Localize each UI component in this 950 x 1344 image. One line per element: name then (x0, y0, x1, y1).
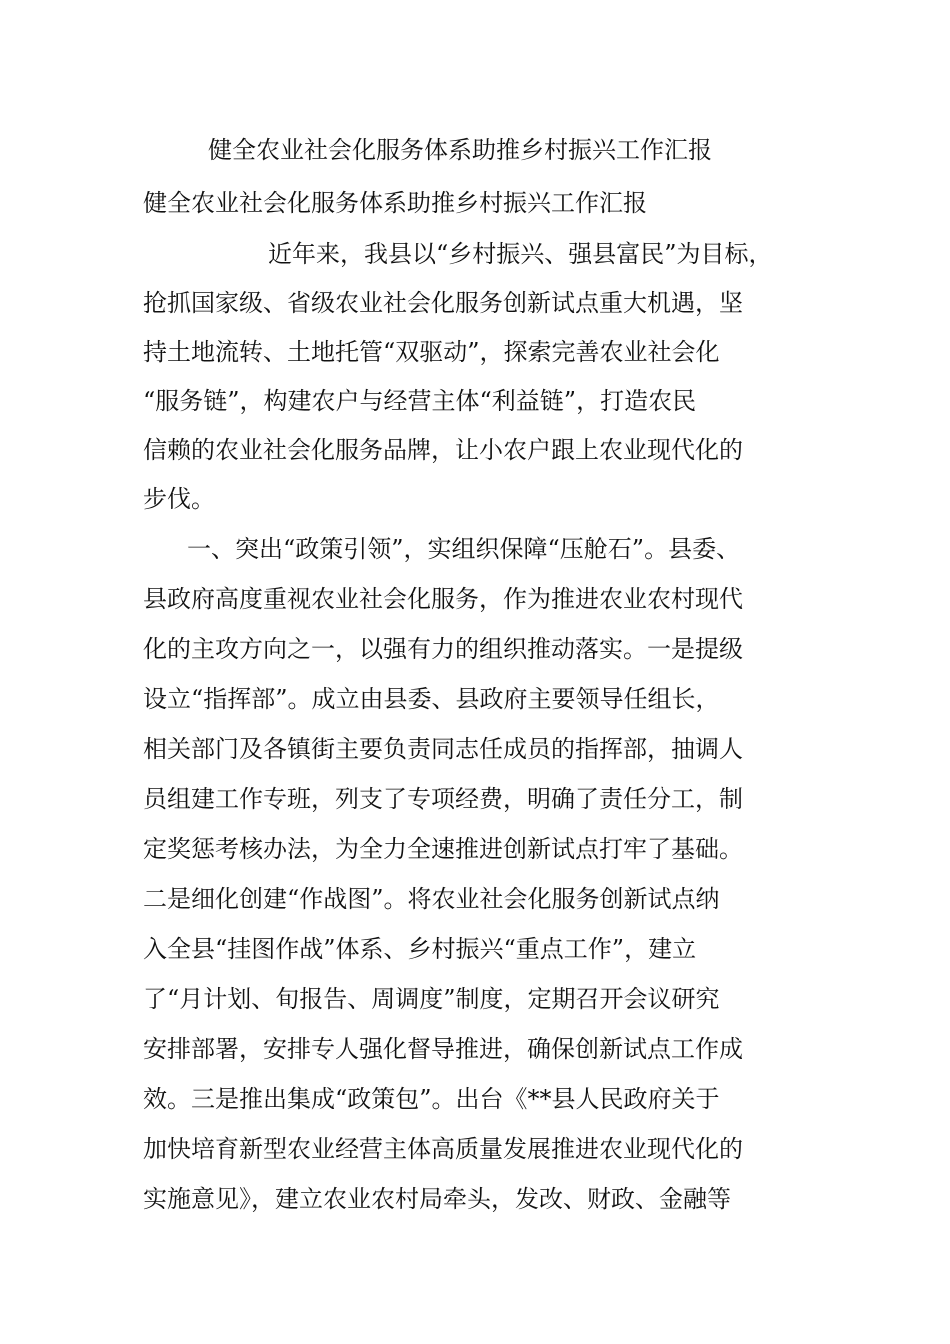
body-line: 相关部门及各镇街主要负责同志任成员的指挥部，抽调人 (143, 735, 743, 763)
body-line: 实施意见》，建立农业农村局牵头，发改、财政、金融等 (143, 1185, 731, 1213)
body-line: 设立“指挥部”。成立由县委、县政府主要领导任组长， (143, 685, 720, 713)
document-title-repeat: 健全农业社会化服务体系助推乡村振兴工作汇报 (143, 189, 647, 217)
body-line: 步伐。 (143, 485, 215, 513)
body-line: 效。三是推出集成“政策包”。出台《**县人民政府关于 (143, 1085, 720, 1113)
body-line: “服务链”，构建农户与经营主体“利益链”，打造农民 (143, 387, 697, 415)
section-heading-line: 一、突出“政策引领”，实组织保障“压舱石”。县委、 (187, 535, 741, 563)
body-line: 定奖惩考核办法，为全力全速推进创新试点打牢了基础。 (143, 835, 743, 863)
body-line: 二是细化创建“作战图”。将农业社会化服务创新试点纳 (143, 885, 720, 913)
body-line: 安排部署，安排专人强化督导推进，确保创新试点工作成 (143, 1035, 743, 1063)
body-line: 抢抓国家级、省级农业社会化服务创新试点重大机遇，坚 (143, 289, 743, 317)
body-line: 加快培育新型农业经营主体高质量发展推进农业现代化的 (143, 1135, 743, 1163)
body-line: 近年来，我县以“乡村振兴、强县富民”为目标， (268, 240, 773, 268)
body-line: 县政府高度重视农业社会化服务，作为推进农业农村现代 (143, 585, 743, 613)
body-line: 化的主攻方向之一，以强有力的组织推动落实。一是提级 (143, 635, 743, 663)
body-line: 持土地流转、土地托管“双驱动”，探索完善农业社会化 (143, 338, 720, 366)
document-title: 健全农业社会化服务体系助推乡村振兴工作汇报 (208, 136, 712, 164)
body-line: 入全县“挂图作战”体系、乡村振兴“重点工作”，建立 (143, 935, 697, 963)
body-line: 信赖的农业社会化服务品牌，让小农户跟上农业现代化的 (143, 436, 743, 464)
body-line: 员组建工作专班，列支了专项经费，明确了责任分工，制 (143, 785, 743, 813)
body-line: 了“月计划、旬报告、周调度”制度，定期召开会议研究 (143, 985, 720, 1013)
